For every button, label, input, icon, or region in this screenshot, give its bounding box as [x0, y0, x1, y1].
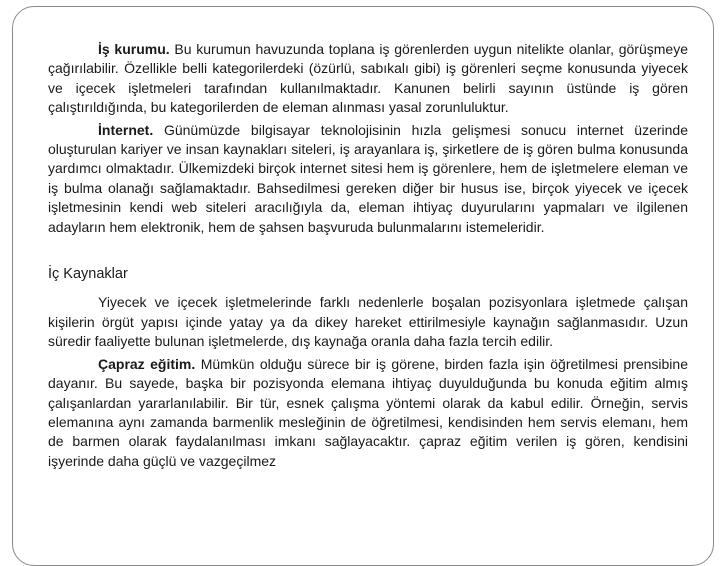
term-is-kurumu: İş kurumu.	[98, 41, 170, 57]
paragraph-text: Yiyecek ve içecek işletmelerinde farklı nedenlerle boşalan pozisyonlara işletmede çalışan kişilerin örgüt yapısı içinde yatay ya da dikey hareket ettirilmesiyle kaynağın sağlanmasıdır. Uzun süredir faaliyette bulunan işletmelerde, dış kaynağa oranla daha fazla tercih edilir.	[48, 294, 688, 350]
paragraph-is-kurumu	[48, 40, 688, 118]
paragraph-text: Mümkün olduğu sürece bir iş görene, birden fazla işin öğretilmesi prensibine dayanır. Bu sayede, başka bir pozisyonda elemana ihtiyaç duyulduğunda bu konuda eğitim almış çalışanlardan yararlanılabilir. Bir tür, esnek çalışma yöntemi olarak da kabul edilir. Örneğin, servis elemanına aynı zamanda barmenlik mesleğinin de öğretilmesi, kendisinden hem servis elemanı, hem de barmen olarak faydalanılması imkanı sağlayacaktır. çapraz eğitim verilen iş gören, kendisini işyerinde daha güçlü ve vazgeçilmez	[48, 355, 688, 469]
paragraph-text: Bu kurumun havuzunda toplana iş görenlerden uygun nitelikte olanlar, görüşmeye çağırılabilir. Özellikle belli kategorilerdeki (özürlü, sabıkalı gibi) iş görenleri seçme konusunda yiyecek ve içecek işletmeleri tarafından kullanılmaktadır. Kanunen belirli sayının üstünde iş gören çalıştırıldığında, bu kategorilerden de eleman alınması yasal zorunluluktur.	[48, 41, 688, 116]
slide-content	[48, 40, 688, 471]
paragraph-ic-kaynaklar	[48, 293, 688, 351]
term-internet: İnternet.	[98, 121, 154, 138]
paragraph-text: Günümüzde bilgisayar teknolojisinin hızla gelişmesi sonucu internet üzerinde oluşturulan kariyer ve insan kaynakları siteleri, iş arayanlara iş, şirketlere de iş gören bulma konusunda yardımcı olmaktadır. Ülkemizdeki birçok internet sitesi hem iş görenlere, hem de işletmelere eleman ve iş bulma olanağı sağlamaktadır. Bahsedilmesi gereken diğer bir husus ise, birçok yiyecek ve içecek işletmesinin kendi web siteleri aracılığıyla da, eleman ihtiyaç duyurularını yapmaları ve ilgilenen adayların hem elektronik, hem de şahsen başvuruda bulunmalarını istemeleridir.	[48, 121, 688, 235]
term-capraz-egitim: Çapraz eğitim.	[98, 355, 196, 372]
paragraph-internet	[48, 121, 688, 237]
section-heading: İç Kaynaklar	[48, 266, 128, 283]
paragraph-capraz-egitim	[48, 355, 688, 471]
